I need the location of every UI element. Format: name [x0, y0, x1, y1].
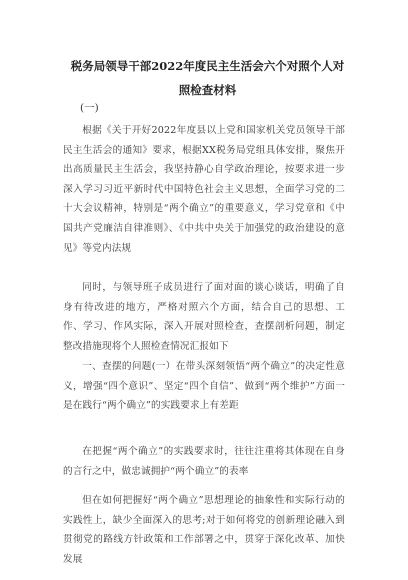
paragraph-3: 一、查摆的问题(一）在带头深刻领悟“两个确立”的决定性意义，增强“四个意识”、坚定“四个自信”、做到“两个维护”方面一是在践行“两个确立”的实践要求上有差距 [63, 361, 345, 412]
paragraph-1: 根据《关于开好2022年度县以上党和国家机关党员领导干部民主生活会的通知》要求，根据XX税务局党组具体安排，聚焦开出高质量民主生活会，我坚持静心自学政治理论，按要求进一步深入学习习近平新时代中国特色社会主义思想，全面学习党的二十大会议精神，特别是“两个确立”的重要意义，学习党章和《中国共产党廉洁自律准则》、《中共中央关于加强党的政治建设的意见》等党内法规 [63, 125, 345, 254]
paragraph-4: 在把握“两个确立”的实践要求时，往往注重将其体现在自身的言行之中，做忠诚拥护“两个确立”的表率 [63, 446, 345, 477]
document-title: 税务局领导干部2022年度民主生活会六个对照个人对照检查材料 [70, 59, 345, 97]
paragraph-2: 同时，与领导班子成员进行了面对面的谈心谈话，明确了自身有待改进的地方，严格对照六个方面，结合自己的思想、工作、学习、作风实际，深入开展对照检查，查摆剖析问题，制定整改措施现将个人照检查情况汇报如下 [63, 282, 345, 352]
section-label: (一) [80, 102, 99, 114]
paragraph-5: 但在如何把握好“两个确立”思想理论的抽象性和实际行动的实践性上，缺少全面深入的思考;对于如何将党的创新理论融入到贯彻党的路线方针政策和工作部署之中，贯穿于深化改革、加快发展 [63, 495, 345, 565]
